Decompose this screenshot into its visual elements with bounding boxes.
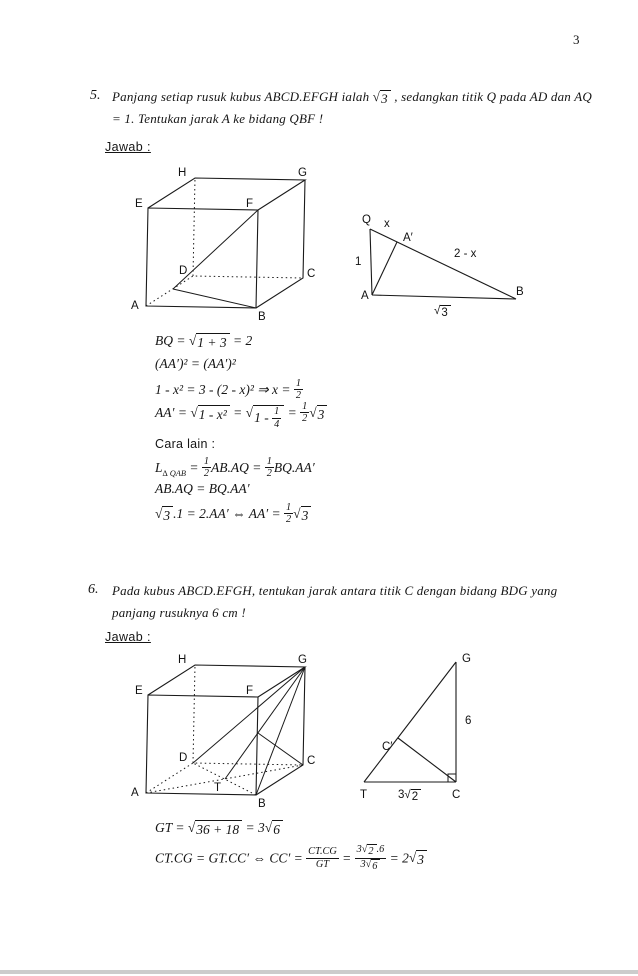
cube-hidden-edges [146,178,303,306]
cube-vertex-label-h: H [178,167,187,179]
problem-6-triangle-diagram [352,650,482,808]
problem-5-formula-3: 1 - x² = 3 - (2 - x)² ⇒ x = $\frac{1}{2}$ [155,378,301,402]
cube-vertex-label-b: B [258,311,266,323]
cube-vertex-label-c: C [307,268,316,280]
triangle-label-1: 1 [355,256,362,268]
cube-construction-lines [173,210,258,308]
cube-vertex-label-f: F [246,685,254,697]
triangle-figure [352,650,482,808]
cube-vertex-label-g: G [298,654,307,666]
problem-5-cube-diagram [118,168,318,330]
problem-5-formula-2: (AA′)² = (AA′)² [155,356,236,371]
cube-vertex-label-c: C [307,755,316,767]
triangle-edges [370,229,516,299]
triangle-edges [364,662,456,782]
problem-6-number: 6. [88,582,99,597]
triangle-label-b: B [516,286,524,298]
problem-5-formula-4: AA′ = √ 1 - x² = √ 1 - $\frac{1}{4}$ = $\frac{1}{2}$ √ 3 [155,402,327,431]
problem-5-text-line-1: Panjang setiap rusuk kubus ABCD.EFGH ialah √ 3 , sedangkan titik Q pada AD dan AQ [112,89,592,106]
cube-vertex-label-b: B [258,798,266,810]
problem-5-formula-6: AB.AQ = BQ.AA′ [155,481,250,496]
problem-5-number: 5. [90,88,101,103]
triangle-label-x: x [384,218,390,230]
problem-5-text-line-2: = 1. Tentukan jarak A ke bidang QBF ! [112,111,324,126]
problem-6-formula-1: GT = √ 36 + 18 = 3 √ 6 [155,820,283,838]
cube-vertex-label-e: E [135,685,143,697]
triangle-label-c: C [452,789,461,801]
triangle-label-c-prime: C′ [382,741,393,753]
problem-5-formula-7: √ 3 .1 = 2.AA′ ⇔ AA′ = $\frac{1}{2}$ √ 3 [155,503,311,527]
triangle-label-a-prime: A′ [403,232,413,244]
problem-6-text-line-1: Pada kubus ABCD.EFGH, tentukan jarak antara titik C dengan bidang BDG yang [112,583,558,598]
problem-5-triangle-diagram [352,215,524,325]
cube-point-label-t: T [214,782,222,794]
triangle-label-6: 6 [465,715,472,727]
scan-edge-artifact [0,970,638,974]
problem-6-text-line-2: panjang rusuknya 6 cm ! [112,605,246,620]
problem-6-formula-2: CT.CG = GT.CC′ ⇔ CC′ = $\frac{CT.CG}{GT}$ = 3 √ 2 .6 3 √ 6 = 2 √ 3 [155,845,427,874]
problem-5-cara-lain-label: Cara lain : [155,437,216,451]
cube-vertex-label-a: A [131,787,139,799]
cube-vertex-label-e: E [135,198,143,210]
cube-hidden-edges [146,665,303,795]
problem-5-formula-1: BQ = √ 1 + 3 = 2 [155,333,253,350]
problem-6-jawab-label: Jawab : [105,630,151,644]
triangle-label-2-minus-x: 2 - x [454,248,477,260]
triangle-label-q: Q [362,214,371,226]
problem-5-jawab-label: Jawab : [105,140,151,154]
cube-figure [118,168,318,330]
cube-vertex-label-h: H [178,654,187,666]
triangle-label-t: T [360,789,368,801]
triangle-label-a: A [361,290,369,302]
triangle-label-g: G [462,653,471,665]
cube-vertex-label-d: D [179,752,188,764]
page-number: 3 [573,32,580,47]
cube-vertex-label-d: D [179,265,188,277]
cube-vertex-label-a: A [131,300,139,312]
triangle-label-sqrt3: √ 3 [434,305,451,320]
problem-5-formula-5: $L_{\Delta QAB}$ = $\frac{1}{2}$ AB.AQ = $\frac{1}{2}$ BQ.AA′ [155,456,315,480]
cube-vertex-label-f: F [246,198,254,210]
cube-visible-edges [146,178,305,308]
problem-6-cube-diagram [118,655,318,817]
triangle-label-3sqrt2: 3 √ 2 [398,789,421,804]
cube-vertex-label-g: G [298,167,307,179]
